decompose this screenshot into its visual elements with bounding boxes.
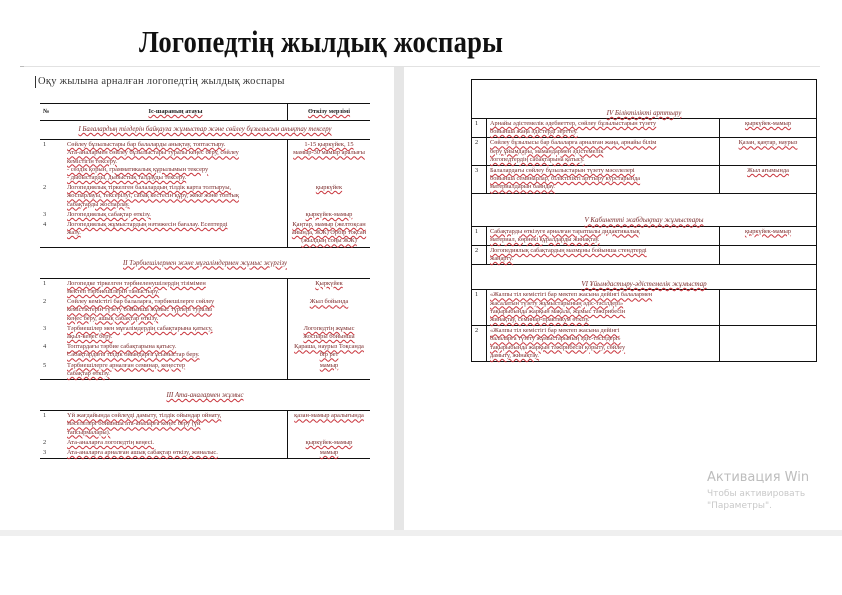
activity-line: Үй жағдайында сөйлеуді дамыту, тілдік ойындар ойнату, [67, 412, 222, 420]
activity-line: - дыбыстарды, дыбыстық талдауды тексеру. [67, 174, 187, 182]
row-number: 1 [40, 140, 64, 184]
activity-line: бойынша жаңа әдістерді зерттеу. [490, 128, 578, 136]
activity-line: мектеп тәрбиешілерін таныстыру. [67, 288, 160, 296]
activity-line: «Жалпы тіл кемістігі бар мектеп жасына дейінгі балалармен [490, 291, 653, 299]
table-row [40, 324, 370, 342]
section-title: ІV Біліктілікті арттыру [606, 108, 682, 117]
activity-line: балаларға түзету жұмыстарының әдіс-тәсілдері» [490, 335, 621, 343]
activity-line: сабақтар өткізу. [67, 369, 110, 377]
activity-line: кемістігін тексеру. [67, 157, 118, 165]
row-number: 3 [43, 210, 47, 218]
activity-line: Балалардағы сөйлеу бұзылыстарын түзету мәселелері [490, 167, 635, 175]
section-title: VІ Ұйымдастыру-әдістемелік жұмыстар [581, 280, 707, 289]
term-cell: Қыркүйек [288, 278, 371, 297]
row-number: 3 [40, 448, 64, 459]
activity-line: Тәрбиешілерге арналған семинар, кеңестер [67, 361, 186, 369]
term-cell: қыркүйек-мамыр [720, 119, 817, 138]
activity-line: жазу. [67, 229, 81, 237]
row-number: 2 [472, 138, 487, 166]
activity-line: Логопедиялық сабақтардың мазмұны бойынша стендтерді [490, 247, 647, 255]
activity-cell [64, 297, 288, 324]
activity-line: Сөйлеу бұзылыстары бар балаларды анықтау, топтастыру. [67, 141, 226, 149]
row-number: 5 [40, 361, 64, 380]
section-header-row [472, 193, 817, 226]
table-row [40, 438, 370, 448]
slide-title: Логопедтің жылдық жоспары [139, 24, 504, 59]
term-cell: Логопедтің жұмыс жоспары бойынша [288, 324, 371, 342]
activity-line: тақырыбында жарқын тәжірибесін қорыту, сөйлеу [490, 343, 626, 351]
activity-cell [64, 411, 288, 438]
activity-line: жинақтау, семинар-практикум өткізу. [490, 316, 590, 324]
table-row [40, 411, 370, 438]
row-number: 4 [43, 343, 47, 351]
activity-line: сабақтарды жоспарлау. [67, 200, 130, 208]
term-cell: қыркүйек [288, 183, 371, 210]
term-cell [720, 246, 817, 265]
section-header-row [472, 265, 817, 290]
annual-plan-table-continued [471, 79, 817, 362]
activity-line: Арнайы әдістемелік әдебиеттер, сөйлеу бұзылыстарын түзету [490, 120, 657, 127]
activity-line: беру ұйымдары, мамандармен әдістемелік [490, 147, 604, 155]
table-row [472, 166, 817, 194]
document-heading: Оқу жылына арналған логопедтің жылдық жоспары [38, 76, 285, 87]
term-cell: Қазан, қаңтар, наурыз [720, 138, 817, 166]
row-number: 2 [43, 184, 47, 192]
row-number: 2 [43, 298, 47, 306]
row-number: 1 [472, 119, 487, 138]
activity-cell [487, 119, 720, 138]
table-row [40, 361, 370, 380]
row-number: 1 [472, 290, 487, 326]
row-number: 2 [472, 246, 487, 265]
row-number: 1 [40, 411, 64, 438]
activity-line: ақыл-кеңес беру. [67, 333, 113, 341]
row-number: 3 [43, 324, 47, 332]
activity-line: Логопедке тіркелген тәрбиеленушілердің тізімімен [67, 279, 206, 287]
table-row [40, 448, 370, 459]
row-number: 4 [40, 220, 64, 247]
term-cell: Жыл бойында [288, 297, 371, 324]
table-row [40, 342, 370, 360]
section-header-row [40, 247, 370, 278]
activity-cell [487, 138, 720, 166]
section-header-row [40, 380, 370, 411]
activity-line: дамыту, жинақтау. [490, 351, 539, 359]
term-cell: Қараша, наурыз Тоқсанда бір рет [288, 342, 371, 360]
row-number: 1 [40, 278, 64, 297]
table-row [40, 297, 370, 324]
activity-line: Сөйлеу бұзылысы бар балаларға арналған жаңа, арнайы білім [490, 139, 657, 147]
column-header-term: Өткізу мерзімі [288, 104, 371, 121]
section-title: V Кабинетті жабдықтау жұмыстары [584, 216, 704, 225]
section-title: ІІ Тәрбиешілермен және мұғалімдермен жұмыс жүргізу [123, 259, 287, 267]
table-row [472, 326, 817, 362]
activity-cell [64, 140, 288, 184]
watermark-line: "Параметры". [707, 501, 773, 511]
activity-cell [64, 438, 288, 448]
table-row [472, 290, 817, 326]
section-header-row [40, 121, 370, 140]
bottom-band [0, 530, 842, 536]
activity-line: бойынша семинарлар, біліктілікті арттыру курстарында [490, 175, 641, 183]
windows-activation-watermark [707, 470, 809, 512]
table-row [40, 210, 370, 220]
row-number: 2 [472, 326, 487, 362]
activity-line: логопедтердің сабақтарына қатысу. [490, 155, 585, 163]
activity-cell [64, 210, 288, 220]
activity-cell [64, 361, 288, 380]
row-number: 3 [472, 166, 487, 194]
activity-cell [64, 342, 288, 360]
row-number: 2 [43, 438, 47, 446]
activity-cell [64, 220, 288, 247]
term-cell: қыркүйек-мамыр [288, 210, 371, 220]
column-header-number: № [40, 104, 64, 121]
activity-line: Сөйлеу кемістігі бар балаларға, тәрбиешілерге сөйлеу [67, 298, 215, 306]
term-cell: мамыр [288, 448, 371, 459]
term-cell [720, 290, 817, 326]
table-row [472, 119, 817, 138]
activity-cell [64, 324, 288, 342]
activity-line: жаңарту. [490, 255, 514, 263]
watermark-line: Чтобы активировать [707, 489, 806, 499]
activity-line: - сөздік қорын, грамматикалық құрылымын тексеру [67, 165, 209, 173]
term-cell: 1-15 қыркүйек, 15 мамыр-30 мамыр аралығы [288, 140, 371, 184]
section-title: ІІІ Ата-аналармен жұмыс [166, 392, 244, 400]
activity-line: Тәрбиешілер мен мұғалімдердің сабақтарына қатысу, [67, 324, 213, 332]
activity-line: Ата-аналарға арналған ашық сабақтар өткізу, жиналыс. [67, 449, 218, 457]
column-header-activity: Іс-шараның атауы [64, 104, 288, 121]
activity-line: тапсырмалары). [67, 428, 111, 436]
activity-cell [487, 166, 720, 194]
activity-line: Логопедиялық сабақтар өткізу. [67, 210, 151, 218]
table-row [472, 246, 817, 265]
term-cell [720, 326, 817, 362]
activity-cell [487, 326, 720, 362]
activity-line: тақырыбында жарқын мақала, жұмыс тәжірибесін [490, 307, 626, 315]
activity-line: материалдарын баяндау. [490, 183, 555, 191]
term-cell: Қаңтар, мамыр (желтоқсан айында, ЖЖ) Әрбір тоқсан (жылдың соңы ЖЖ) [288, 220, 371, 247]
activity-line: кеңес беру, ашық сабақтар өткізу. [67, 314, 159, 322]
activity-line: Логопедиялық жұмыстардың нәтижесін бағалау. Есептерді [67, 221, 228, 229]
activity-line: жасалатын түзету жұмыстарының әдіс-тәсілдері» [490, 299, 624, 307]
term-cell: қазан-мамыр аралығында [288, 411, 371, 438]
activity-line: кемістіктерін түзету бойынша жұмыс түрлері туралы [67, 306, 212, 314]
activity-cell [487, 246, 720, 265]
annual-plan-table [40, 103, 370, 459]
term-cell: Жыл ағымында [720, 166, 817, 194]
term-cell: қыркүйек-мамыр [720, 226, 817, 245]
activity-line: Сабақтардағы тілдік ойындарға ұсыныстар беру. [67, 351, 200, 359]
activity-line: Топтардағы тәрбие сабақтарына қатысу. [67, 343, 177, 351]
watermark-title: Активация Win [707, 470, 810, 485]
activity-line: «Жалпы тіл кемістігі бар мектеп жасына дейінгі [490, 327, 620, 335]
section-header-row [472, 80, 817, 119]
activity-line: Ата-аналарға логопедтің кеңесі. [67, 438, 155, 446]
activity-line: Ата-аналармен сөйлеу бұзылыстары туралы кеңес беру, сөйлеу [67, 149, 239, 157]
activity-cell [487, 226, 720, 245]
table-row [472, 138, 817, 166]
table-row [40, 183, 370, 210]
activity-cell [64, 448, 288, 459]
row-number: 1 [472, 226, 487, 245]
activity-line: жоспарлауы, тексерілуі, сабақ кестесін құру, жеке және топтық [67, 192, 239, 200]
activity-line: Логопедиялық тіркелген балалардың тілдік карта толтыруы, [67, 184, 232, 192]
activity-line: мәселелері бойынша ата-аналарға кеңес беру (үй [67, 420, 201, 428]
activity-cell [64, 278, 288, 297]
page-gutter [394, 67, 404, 530]
table-row [40, 278, 370, 297]
section-title: І Балалардың тілдерін байқауға жұмыстар және сөйлеу бұзылысын анықтау тексеру [78, 126, 332, 133]
activity-cell [487, 290, 720, 326]
term-cell: қыркүйек-мамыр [288, 438, 371, 448]
activity-line: Сабақтарды өткізуге арналған таратпалы дидактикалық [490, 227, 640, 235]
activity-line: материал, көрнекі құралдарды жинақтау. [490, 235, 600, 243]
table-row [40, 140, 370, 184]
table-row [472, 226, 817, 245]
term-cell: мамыр [288, 361, 371, 380]
table-row [40, 220, 370, 247]
activity-cell [64, 183, 288, 210]
